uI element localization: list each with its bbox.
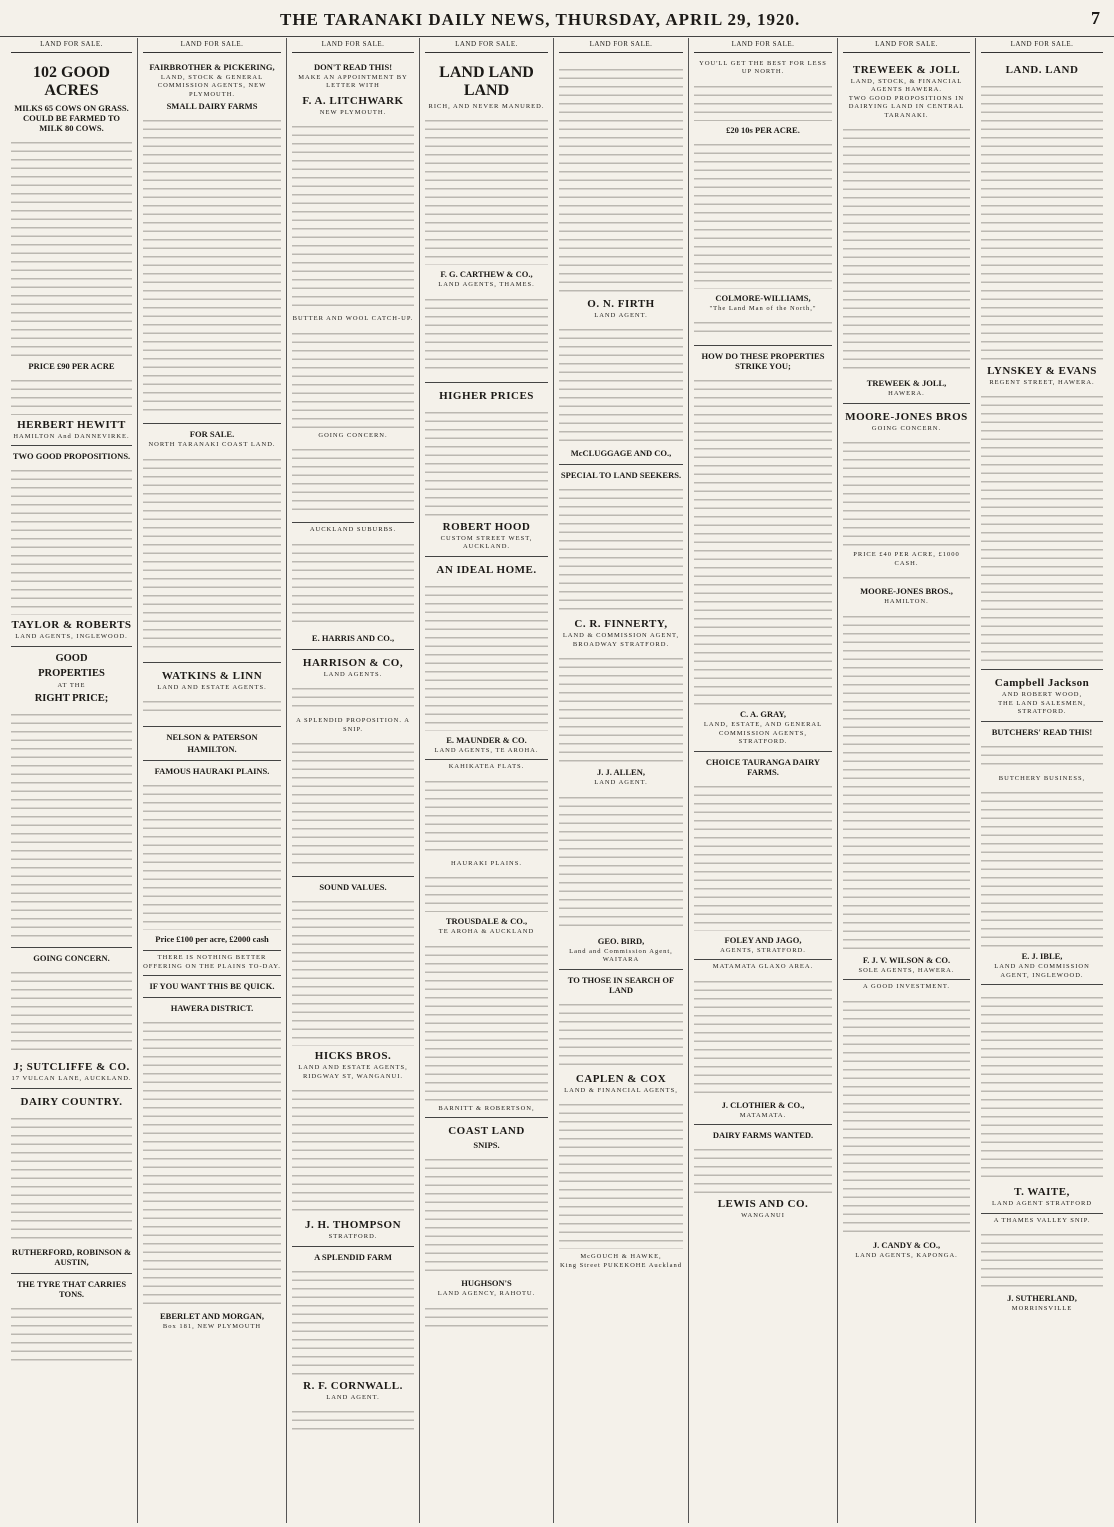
ad-subheading: BUTTER AND WOOL CATCH-UP.: [292, 315, 414, 322]
body-text: [694, 139, 832, 289]
agent-name: MOORE-JONES BROS: [845, 410, 968, 423]
body-text: [292, 1406, 414, 1436]
agent-location: HAMILTON And DANNEVIRKE.: [13, 432, 130, 440]
body-text: [143, 1017, 281, 1307]
ad-title: LAND. LAND: [1005, 63, 1079, 76]
body-text: [292, 1266, 414, 1376]
agent-details: LAND AGENTS, TE AROHA.: [434, 746, 539, 754]
ad-kahikatea-flats: [425, 760, 548, 1118]
agent-name: F. A. LITCHWARK: [302, 94, 404, 107]
body-text: [559, 484, 683, 614]
body-text: [694, 375, 832, 705]
agent-name: J. CANDY & CO.,: [872, 1239, 941, 1250]
body-text: [425, 115, 548, 265]
section-label: LAND FOR SALE.: [425, 38, 548, 53]
ad-price: PRICE £90 PER ACRE: [28, 360, 115, 371]
agent-name: J. CLOTHIER & CO.,: [721, 1099, 805, 1110]
ad-nelson-paterson: [143, 727, 281, 761]
ad-sound-values: [292, 877, 414, 1247]
ad-title: LAND LAND LAND: [439, 63, 534, 99]
agent-name: HERBERT HEWITT: [17, 418, 126, 431]
ad-title: DAIRY FARMS WANTED.: [712, 1130, 814, 1140]
agent-details: LAND AGENTS, THAMES.: [438, 281, 535, 288]
agent-name: E. HARRIS AND CO.,: [311, 632, 395, 643]
agent-details: LAND, STOCK, & FINANCIAL AGENTS HAWERA.: [850, 77, 963, 93]
ad-butchers: [981, 722, 1103, 986]
body-text: [425, 294, 548, 374]
ad-title: RIGHT PRICE;: [34, 693, 109, 704]
agent-name: TREWEEK & JOLL,: [866, 378, 947, 388]
agent-details: CUSTOM STREET WEST, AUCKLAND.: [440, 534, 533, 550]
agent-name: NELSON & PATERSON: [166, 732, 258, 742]
section-label: LAND FOR SALE.: [292, 38, 414, 53]
ad-auckland-suburbs: [292, 523, 414, 650]
agent-details: REGENT STREET, HAWERA.: [989, 378, 1095, 386]
body-text: [425, 872, 548, 912]
ad-dairy-country: [11, 1089, 132, 1274]
agent-name: TAYLOR & ROBERTS: [11, 619, 132, 631]
ad-nothing-better: [143, 951, 281, 976]
ad-good-investment: [843, 980, 970, 1264]
body-text: [11, 1113, 132, 1243]
column-2: [138, 38, 287, 1523]
body-text: [11, 465, 132, 615]
body-text: [143, 454, 281, 654]
ad-title: FOR SALE.: [189, 429, 235, 439]
body-text: [559, 999, 683, 1069]
ad-title: SOUND VALUES.: [319, 882, 387, 892]
agent-name: RUTHERFORD, ROBINSON & AUSTIN,: [11, 1246, 132, 1267]
agent-name: C. A. GRAY,: [740, 709, 786, 719]
ad-price: PRICE £40 PER ACRE, £1000 CASH.: [853, 551, 960, 567]
ad-title: THERE IS NOTHING BETTER OFFERING ON THE PLAINS TO-DAY.: [143, 954, 281, 970]
ad-subtitle: MILKS 65 COWS ON GRASS. COULD BE FARMED TO MILK 80 COWS.: [14, 102, 129, 133]
body-text: [694, 1144, 832, 1194]
ad-search-of-land: [559, 970, 683, 1275]
agent-location: King Street PUKEKOHE Auckland: [560, 1261, 682, 1269]
agent-location: HAMILTON.: [884, 598, 929, 605]
ad-title: GOING CONCERN.: [33, 953, 110, 963]
agent-details: LAND AGENTS, KAPONGA.: [855, 1251, 958, 1259]
ad-fairbrother-pickering: [143, 57, 281, 425]
agent-location: STRATFORD.: [328, 1233, 378, 1240]
agent-name: J. SUTHERLAND,: [1007, 1293, 1077, 1303]
agent-details: LAND AND ESTATE AGENTS, RIDGWAY ST, WANGANUI.: [298, 1064, 408, 1080]
agent-details: AND ROBERT WOOD,: [1001, 691, 1083, 698]
body-text: [425, 776, 548, 856]
body-text: [292, 738, 414, 868]
section-label: LAND FOR SALE.: [11, 38, 132, 53]
agent-details: LAND AGENT.: [594, 779, 648, 786]
body-text: [425, 407, 548, 517]
body-text: [292, 539, 414, 629]
agent-name: FAIRBROTHER & PICKERING,: [149, 61, 275, 72]
agent-name: C. R. FINNERTY,: [574, 618, 668, 630]
body-text: [559, 653, 683, 763]
body-text: [694, 781, 832, 931]
body-text: [559, 1099, 683, 1249]
ad-title: SPECIAL TO LAND SEEKERS.: [560, 470, 682, 480]
body-text: [425, 941, 548, 1101]
agent-name: COLMORE-WILLIAMS,: [715, 292, 811, 303]
agent-details: LAND, ESTATE, AND GENERAL COMMISSION AGENTS, STRATFORD.: [703, 721, 823, 745]
body-text: [11, 137, 132, 357]
agent-details: SOLE AGENTS, HAWERA.: [858, 966, 955, 974]
ad-going-concern: [11, 948, 132, 1089]
ad-thames-valley: [981, 1214, 1103, 1318]
agent-details: LAND, STOCK & GENERAL COMMISSION AGENTS, NEW PLYMOUTH.: [157, 73, 267, 98]
agent-name: J. J. ALLEN,: [597, 767, 645, 777]
body-text: [694, 317, 832, 337]
ad-title: A GOOD INVESTMENT.: [862, 983, 951, 990]
agent-name: T. WAITE,: [1014, 1186, 1070, 1198]
body-text: [694, 976, 832, 1096]
agent-name: HICKS BROS.: [314, 1050, 392, 1062]
agent-details: LAND AGENTS.: [323, 670, 383, 678]
ad-good-properties: [11, 647, 132, 949]
ad-title: A THAMES VALLEY SNIP.: [993, 1216, 1091, 1224]
agent-name: Campbell Jackson: [994, 677, 1090, 689]
body-text: [425, 1154, 548, 1274]
column-8: [976, 38, 1108, 1523]
ad-title: YOU'LL GET THE BEST FOR LESS UP NORTH.: [699, 59, 827, 75]
ad-title: TWO GOOD PROPOSITIONS IN DAIRYING LAND IN CENTRAL TARANAKI.: [848, 94, 965, 119]
body-text: [11, 967, 132, 1057]
ad-title: HIGHER PRICES: [439, 389, 534, 402]
body-text: [559, 792, 683, 932]
agent-name: BARNITT & ROBERTSON,: [438, 1104, 535, 1112]
agent-name: CAPLEN & COX: [575, 1072, 667, 1085]
agent-name: EBERLET AND MORGAN,: [160, 1311, 264, 1321]
agent-name: J. H. THOMPSON: [304, 1219, 402, 1231]
agent-name: FOLEY AND JAGO,: [724, 934, 802, 945]
column-6: [689, 38, 838, 1523]
ad-title: KAHIKATEA FLATS.: [448, 763, 525, 770]
ad-subtitle: MAKE AN APPOINTMENT BY LETTER WITH: [298, 73, 408, 89]
agent-details: LAND & COMMISSION AGENT, BROADWAY STRATFORD.: [562, 632, 680, 648]
agent-location: MATAMATA.: [739, 1111, 787, 1119]
agent-name: LEWIS AND CO.: [717, 1198, 809, 1210]
section-label: LAND FOR SALE.: [143, 38, 281, 53]
ad-title: MATAMATA GLAXO AREA.: [712, 963, 814, 970]
section-label: LAND FOR SALE.: [843, 38, 970, 53]
agent-details: AGENTS, STRATFORD.: [720, 946, 806, 954]
ad-how-do-these: [694, 346, 832, 752]
agent-location: THE LAND SALESMEN, STRATFORD.: [998, 699, 1086, 715]
ad-land-land: [425, 57, 548, 383]
ad-coast-land: [425, 1118, 548, 1341]
ad-price: £20 10s PER ACRE.: [726, 124, 800, 135]
ad-subheading: BUTCHERY BUSINESS,: [998, 774, 1086, 782]
body-text: [843, 996, 970, 1236]
ad-title: FAMOUS HAURAKI PLAINS.: [154, 766, 270, 776]
agent-details: LAND AGENCY, RAHOTU.: [437, 1290, 536, 1297]
body-text: [11, 375, 132, 415]
agent-name: F. J. V. WILSON & CO.: [862, 954, 951, 965]
agent-details: LAND & FINANCIAL AGENTS,: [564, 1086, 678, 1094]
ad-moore-jones: [843, 404, 970, 981]
body-text: [143, 780, 281, 930]
body-text: [559, 324, 683, 444]
body-text: [292, 1085, 414, 1215]
body-text: [843, 437, 970, 547]
agent-name: E. MAUNDER & CO.: [446, 734, 527, 745]
ad-best-up-north: [694, 57, 832, 347]
agent-name: TROUSDALE & CO.,: [445, 916, 528, 926]
ad-102-good-acres: [11, 57, 132, 447]
ad-title: PROPERTIES: [38, 667, 105, 679]
ad-dairy-farms-wanted: [694, 1125, 832, 1225]
agent-name: GEO. BIRD,: [597, 935, 645, 946]
agent-details: "The Land Man of the North,": [709, 304, 817, 312]
body-text: [292, 444, 414, 514]
ad-price: Price £100 per acre, £2000 cash: [155, 934, 269, 944]
section-label: LAND FOR SALE.: [694, 38, 832, 53]
body-text: [843, 572, 970, 582]
agent-name: HUGHSON'S: [461, 1278, 512, 1288]
ad-title: DON'T READ THIS!: [313, 61, 393, 72]
body-text: [292, 328, 414, 428]
ad-hawera-district: [143, 998, 281, 1336]
body-text: [981, 741, 1103, 771]
body-text: [981, 992, 1103, 1182]
agent-location: HAMILTON.: [187, 744, 237, 754]
ad-title: SMALL DAIRY FARMS: [166, 101, 258, 111]
section-label: LAND FOR SALE.: [981, 38, 1103, 53]
body-text: [11, 709, 132, 939]
body-text: [559, 64, 683, 294]
column-7: [838, 38, 976, 1523]
body-text: [292, 121, 414, 311]
agent-name: McCLUGGAGE AND CO.,: [570, 448, 672, 458]
ad-splendid-farm: [292, 1247, 414, 1445]
columns: [6, 38, 1108, 1523]
agent-location: WANGANUI: [741, 1212, 785, 1219]
ad-title: THE TYRE THAT CARRIES TONS.: [16, 1278, 127, 1299]
agent-name: F. G. CARTHEW & CO.,: [440, 269, 533, 279]
ad-title: COAST LAND: [448, 1125, 525, 1137]
ad-subtitle: SNIPS.: [473, 1140, 500, 1150]
ad-dont-read-this: [292, 57, 414, 524]
ad-harrison: [292, 650, 414, 878]
ad-land-land-right: [981, 57, 1103, 671]
body-text: [981, 81, 1103, 361]
ad-two-good-propositions: [11, 446, 132, 647]
ad-title: 102 GOOD ACRES: [33, 63, 110, 99]
agent-details: LAND AGENT STRATFORD: [991, 1200, 1093, 1207]
body-text: [981, 787, 1103, 947]
agent-location: LAND AGENTS, INGLEWOOD.: [15, 633, 128, 640]
ad-for-sale: [143, 424, 281, 663]
agent-details: Land and Commission Agent, WAITARA: [569, 947, 673, 963]
ad-title: TO THOSE IN SEARCH OF LAND: [567, 974, 675, 995]
newspaper-title: THE TARANAKI DAILY NEWS, THURSDAY, APRIL 29, 1920.: [280, 10, 801, 29]
agent-location: 17 VULCAN LANE, AUCKLAND.: [11, 1075, 132, 1082]
ad-campbell-jackson: [981, 670, 1103, 722]
ad-title: AT THE: [57, 681, 86, 689]
agent-location: TE AROHA & AUCKLAND: [438, 928, 535, 935]
ad-subheading: GOING CONCERN.: [318, 431, 388, 439]
ad-title: AN IDEAL HOME.: [436, 563, 537, 576]
agent-name: HARRISON & CO,: [302, 656, 404, 669]
body-text: [292, 896, 414, 1046]
body-text: [143, 696, 281, 718]
masthead: [0, 0, 1114, 37]
ad-higher-prices: [425, 383, 548, 557]
ad-title: IF YOU WANT THIS BE QUICK.: [149, 981, 275, 991]
ad-title: DAIRY COUNTRY.: [20, 1095, 123, 1108]
body-text: [425, 581, 548, 731]
body-text: [843, 124, 970, 374]
ad-waite: [981, 985, 1103, 1214]
column-3: [287, 38, 420, 1523]
body-text: [11, 1303, 132, 1363]
ad-title: HOW DO THESE PROPERTIES STRIKE YOU;: [701, 351, 825, 371]
column-1: [6, 38, 138, 1523]
ad-subtitle: NORTH TARANAKI COAST LAND.: [148, 441, 276, 448]
agent-name: LYNSKEY & EVANS: [987, 364, 1097, 377]
ad-title: AUCKLAND SUBURBS.: [309, 526, 397, 533]
body-text: [425, 1303, 548, 1333]
agent-name: E. J. IBLE,: [1021, 951, 1063, 961]
ad-title: GOING CONCERN.: [871, 424, 942, 432]
agent-details: LAND AGENT.: [326, 1393, 380, 1401]
body-text: [981, 1229, 1103, 1289]
ad-title: TWO GOOD PROPOSITIONS.: [12, 451, 131, 461]
agent-details: LAND AGENT.: [594, 311, 648, 319]
agent-name: O. N. FIRTH: [587, 297, 655, 310]
ad-title: A SPLENDID FARM: [314, 1251, 392, 1262]
ad-famous-hauraki: [143, 761, 281, 951]
ad-special-land-seekers: [559, 465, 683, 970]
column-5: [554, 38, 689, 1523]
column-4: [420, 38, 554, 1523]
agent-details: LAND AND COMMISSION AGENT, INGLEWOOD.: [994, 963, 1090, 979]
ad-ideal-home: [425, 557, 548, 761]
agent-details: LAND AND ESTATE AGENTS.: [157, 683, 267, 691]
agent-location: HAWERA.: [888, 390, 925, 397]
agent-location: NEW PLYMOUTH.: [319, 108, 387, 116]
ad-subheading: A SPLENDID PROPOSITION. A SNIP.: [296, 717, 410, 733]
body-text: [843, 611, 970, 951]
ad-be-quick: [143, 976, 281, 998]
page-number: 7: [1091, 8, 1100, 28]
ad-treweek-joll: [843, 57, 970, 404]
ad-matamata: [694, 960, 832, 1125]
ad-title: GOOD: [55, 652, 88, 664]
ad-subheading: HAURAKI PLAINS.: [451, 859, 522, 867]
agent-location: Box 181, NEW PLYMOUTH: [162, 1323, 262, 1330]
agent-name: ROBERT HOOD: [442, 520, 531, 533]
agent-name: MOORE-JONES BROS.,: [860, 586, 953, 596]
ad-subtitle: RICH, AND NEVER MANURED.: [428, 102, 545, 110]
agent-name: TREWEEK & JOLL: [852, 63, 961, 76]
ad-tyre: [11, 1274, 132, 1371]
agent-location: MORRINSVILLE: [1011, 1305, 1073, 1312]
ad-tauranga: [694, 752, 832, 961]
agent-name: McGOUCH & HAWKE,: [580, 1253, 662, 1260]
ad-title: CHOICE TAURANGA DAIRY FARMS.: [705, 756, 821, 777]
body-text: [981, 391, 1103, 661]
agent-name: WATKINS & LINN: [161, 669, 263, 682]
ad-watkins-linn: [143, 663, 281, 728]
body-text: [694, 81, 832, 121]
body-text: [143, 115, 281, 415]
agent-name: R. F. CORNWALL.: [303, 1379, 403, 1392]
agent-name: J; SUTCLIFFE & CO.: [13, 1061, 130, 1073]
body-text: [292, 683, 414, 713]
section-label: LAND FOR SALE.: [559, 38, 683, 53]
ad-title: HAWERA DISTRICT.: [170, 1003, 254, 1013]
ad-title: BUTCHERS' READ THIS!: [991, 726, 1093, 737]
ad-firth: [559, 57, 683, 466]
